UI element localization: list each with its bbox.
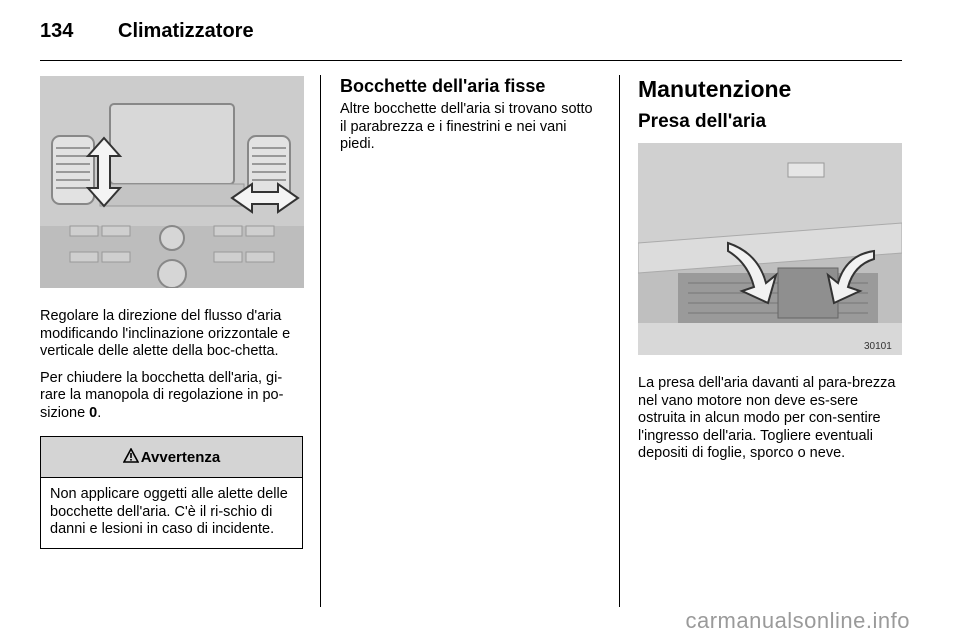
air-intake-illustration xyxy=(638,143,902,355)
header-rule xyxy=(40,60,902,61)
section-title: Climatizzatore xyxy=(118,20,254,42)
column-divider-1 xyxy=(320,75,321,607)
vent-close-text: Per chiudere la bocchetta dell'aria, gi-rare la manopola di regolazione in po-sizione xyxy=(40,369,284,421)
fixed-vents-paragraph: Altre bocchette dell'aria si trovano sotto il parabrezza e i finestrini e nei vani piedi. xyxy=(340,101,593,152)
vent-close-suffix: . xyxy=(97,404,102,421)
fixed-vents-heading: Bocchette dell'aria fisse xyxy=(340,76,546,96)
knob-position: 0 xyxy=(89,404,98,421)
vent-close-paragraph xyxy=(40,370,304,423)
warning-box xyxy=(40,436,303,549)
vent-adjust-paragraph: Regolare la direzione del flusso d'aria modificando l'inclinazione orizzontale e verticale delle alette della boc-chetta. xyxy=(40,308,291,359)
warning-text: Non applicare oggetti alle alette delle bocchette dell'aria. C'è il ri-schio di danni e lesioni in caso di incidente. xyxy=(50,486,288,537)
column-3 xyxy=(638,76,902,463)
column-1 xyxy=(40,76,304,549)
air-intake-paragraph: La presa dell'aria davanti al para-brezza nel vano motore non deve es-sere ostruita in alcun modo per con-sentire l'ingresso dell'aria. Togliere eventuali depositi di foglie, sporco o neve. xyxy=(638,375,896,461)
figure-code: 30101 xyxy=(864,341,892,352)
page-number: 134 xyxy=(40,20,74,42)
dashboard-air-vents-illustration xyxy=(40,76,304,288)
maintenance-heading: Manutenzione xyxy=(638,76,792,102)
air-intake-heading: Presa dell'aria xyxy=(638,111,767,132)
warning-header xyxy=(41,437,302,478)
warning-triangle-icon xyxy=(123,448,139,467)
warning-title: Avvertenza xyxy=(140,448,221,466)
watermark-text: carmanualsonline.info xyxy=(685,608,910,633)
column-2 xyxy=(340,76,600,154)
column-divider-2 xyxy=(619,75,620,607)
page-header xyxy=(40,14,902,54)
